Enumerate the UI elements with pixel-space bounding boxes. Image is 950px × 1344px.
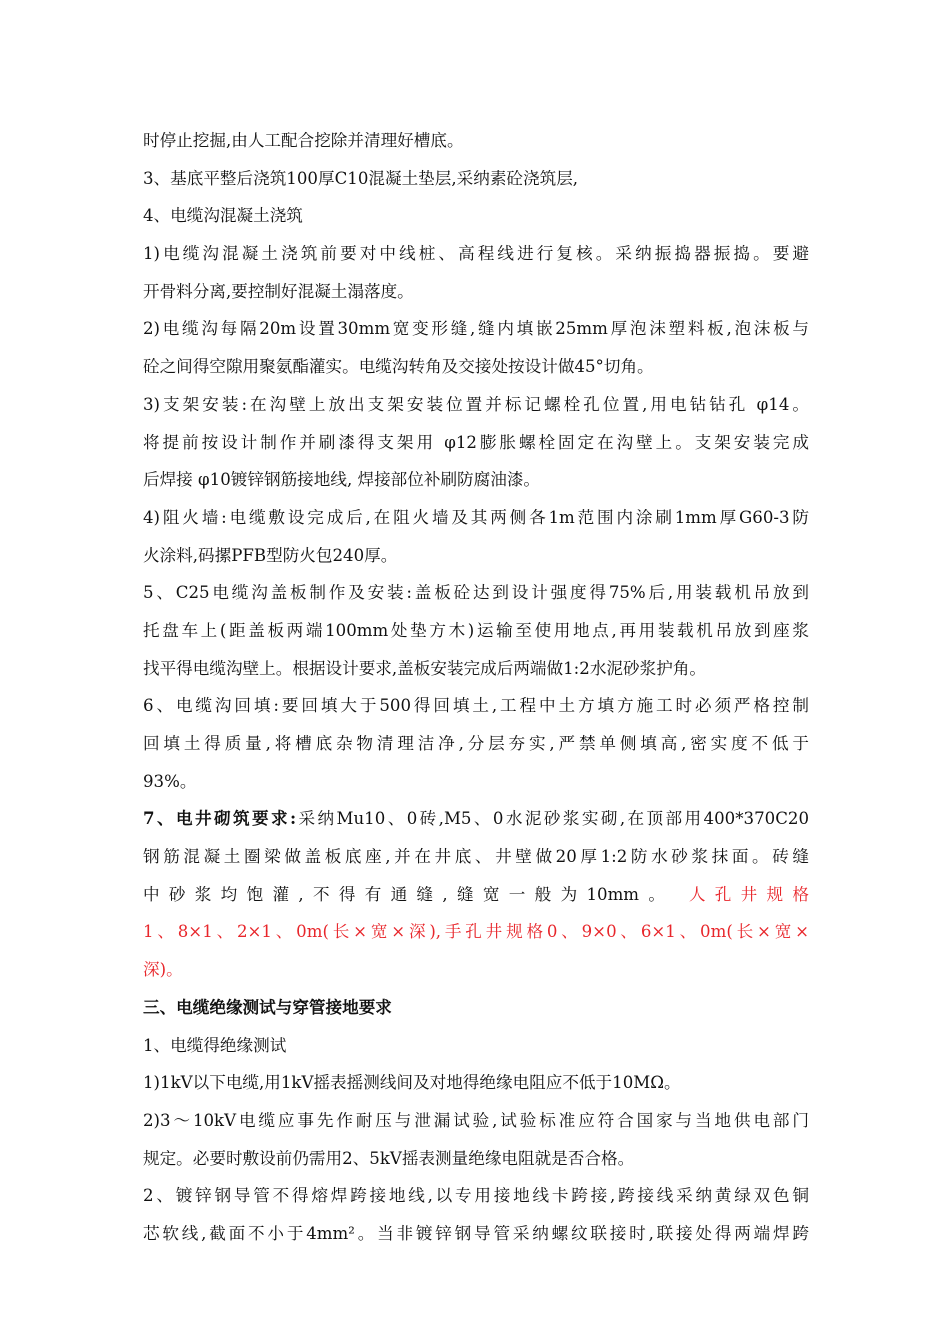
joint-text: 中砂浆均饱灌,不得有通缝,缝宽一般为10mm。: [143, 884, 675, 904]
paragraph-line: 1)1kV以下电缆,用1kV摇表摇测线间及对地得绝缘电阻应不低于10MΩ。: [143, 1073, 681, 1093]
paragraph-line: 时停止挖掘,由人工配合挖除并清理好槽底。: [143, 131, 464, 150]
section-7-heading: 7、电井砌筑要求:: [143, 808, 297, 829]
paragraph-line: 将提前按设计制作并刷漆得支架用 φ12膨胀螺栓固定在沟壁上。支架安装完成: [143, 432, 809, 452]
paragraph-line: 芯软线,截面不小于4mm²。当非镀锌钢导管采纳螺纹联接时,联接处得两端焊跨: [143, 1223, 809, 1243]
paragraph-line: 3)支架安装:在沟壁上放出支架安装位置并标记螺栓孔位置,用电钻钻孔 φ14。: [143, 394, 809, 414]
document-body: [143, 122, 809, 1253]
section-6-heading: 6、电缆沟回填:要回填大于500得回填土,工程中土方填方施工时必须严格控制: [143, 696, 809, 716]
paragraph-line: 托盘车上(距盖板两端100mm处垫方木)运输至使用地点,再用装载机吊放到座浆: [143, 620, 809, 640]
section-3-heading: 3、基底平整后浇筑100厚C10混凝土垫层,采纳素砼浇筑层,: [143, 168, 579, 188]
paragraph-line: 钢筋混凝土圈梁做盖板底座,并在井底、井壁做20厚1:2防水砂浆抹面。砖缝: [143, 847, 809, 867]
paragraph-line: 开骨料分离,要控制好混凝土溻落度。: [143, 281, 414, 301]
chapter-3-heading: 三、电缆绝缘测试与穿管接地要求: [143, 996, 392, 1017]
paragraph-line: 93%。: [143, 771, 197, 791]
paragraph-line: 回填土得质量,将槽底杂物清理洁净,分层夯实,严禁单侧填高,密实度不低于: [143, 734, 809, 753]
paragraph-line: 砼之间得空隙用聚氨酯灌实。电缆沟转角及交接处按设计做45°切角。: [143, 357, 654, 377]
paragraph-line: 后焊接 φ10镀锌钢筋接地线, 焊接部位补刷防腐油漆。: [143, 470, 541, 490]
section-4-heading: 4、电缆沟混凝土浇筑: [143, 206, 303, 226]
subsection-2-line: 2、镀锌钢导管不得熔焊跨接地线,以专用接地线卡跨接,跨接线采纳黄绿双色铜: [143, 1186, 809, 1206]
section-7-line: [143, 800, 809, 838]
paragraph-line: 找平得电缆沟壁上。根据设计要求,盖板安装完成后两端做1:2水泥砂浆护角。: [143, 658, 706, 678]
paragraph-line: 2)3～10kV电缆应事先作耐压与泄漏试验,试验标准应符合国家与当地供电部门: [143, 1110, 809, 1130]
manhole-spec-text: 1、8×1、2×1、0m(长×宽×深),手孔井规格0、9×0、6×1、0m(长×宽×: [143, 922, 809, 942]
paragraph-line: 2)电缆沟每隔20m设置30mm宽变形缝,缝内填嵌25mm厚泡沫塑料板,泡沫板与: [143, 319, 809, 339]
manhole-spec-end: 深)。: [143, 960, 183, 980]
paragraph-line: 1)电缆沟混凝土浇筑前要对中线桩、高程线进行复核。采纳振捣器振捣。要避: [143, 244, 809, 264]
paragraph-line: 规定。必要时敷设前仍需用2、5kV摇表测量绝缘电阻就是否合格。: [143, 1148, 635, 1168]
paragraph-line: 4)阻火墙:电缆敷设完成后,在阻火墙及其两侧各1m范围内涂刷1mm厚G60-3防: [143, 507, 809, 527]
manhole-spec-label: 人孔井规格: [688, 884, 809, 904]
section-7-text: 采纳Mu10、0砖,M5、0水泥砂浆实砌,在顶部用400*370C20: [296, 809, 809, 829]
section-5-heading: 5、C25电缆沟盖板制作及安装:盖板砼达到设计强度得75%后,用装载机吊放到: [143, 583, 809, 603]
paragraph-line: 火涂料,码摞PFB型防火包240厚。: [143, 545, 398, 565]
subsection-1-heading: 1、电缆得绝缘测试: [143, 1035, 287, 1055]
paragraph-line: [143, 876, 809, 914]
